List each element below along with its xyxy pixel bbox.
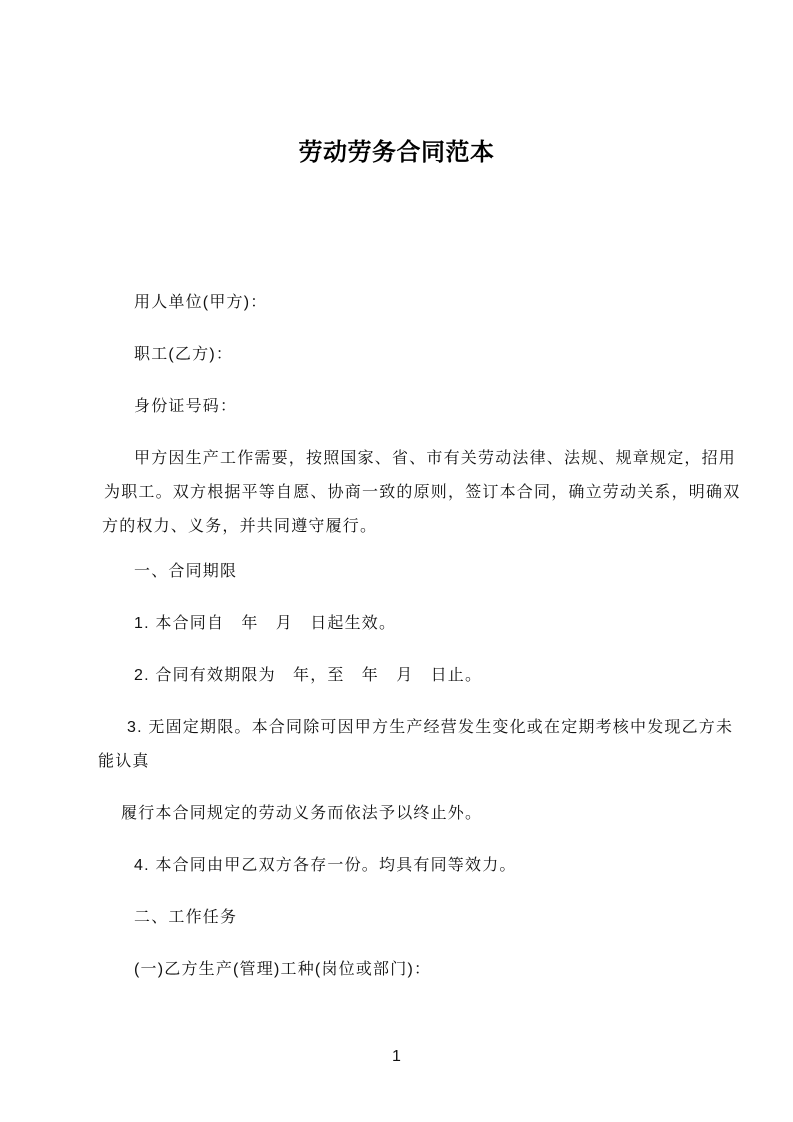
preamble-paragraph [0,442,793,544]
section1-item-4: 4. 本合同由甲乙双方各存一份。均具有同等效力。 [134,857,517,874]
section2-heading: 二、工作任务 [134,909,238,926]
field-employee: 职工(乙方)： [134,346,234,363]
section1-heading: 一、合同期限 [134,563,238,580]
section1-item-1: 1. 本合同自 年 月 日起生效。 [134,615,397,632]
section1-item-3-line-1: 3. 无固定期限。本合同除可因甲方生产经营发生变化或在定期考核中发现乙方未 [127,719,734,736]
field-employer: 用人单位(甲方)： [134,294,268,311]
section2-item-1: (一)乙方生产(管理)工种(岗位或部门)： [134,961,432,978]
field-id-number: 身份证号码： [134,398,238,415]
section1-item-3-line-2: 能认真 [98,753,150,770]
preamble-line-2: 为职工。双方根据平等自愿、协商一致的原则，签订本合同，确立劳动关系，明确双 [104,484,741,501]
section1-item-3 [0,711,793,779]
document-title: 劳动劳务合同范本 [298,139,495,166]
preamble-line-1: 甲方因生产工作需要，按照国家、省、市有关劳动法律、法规、规章规定，招用 [134,450,737,467]
preamble-line-3: 方的权力、义务，并共同遵守履行。 [102,518,378,535]
page-number: 1 [392,1048,401,1065]
section1-item-2: 2. 合同有效期限为 年，至 年 月 日止。 [134,667,483,684]
section1-item-3-continuation: 履行本合同规定的劳动义务而依法予以终止外。 [121,805,483,822]
